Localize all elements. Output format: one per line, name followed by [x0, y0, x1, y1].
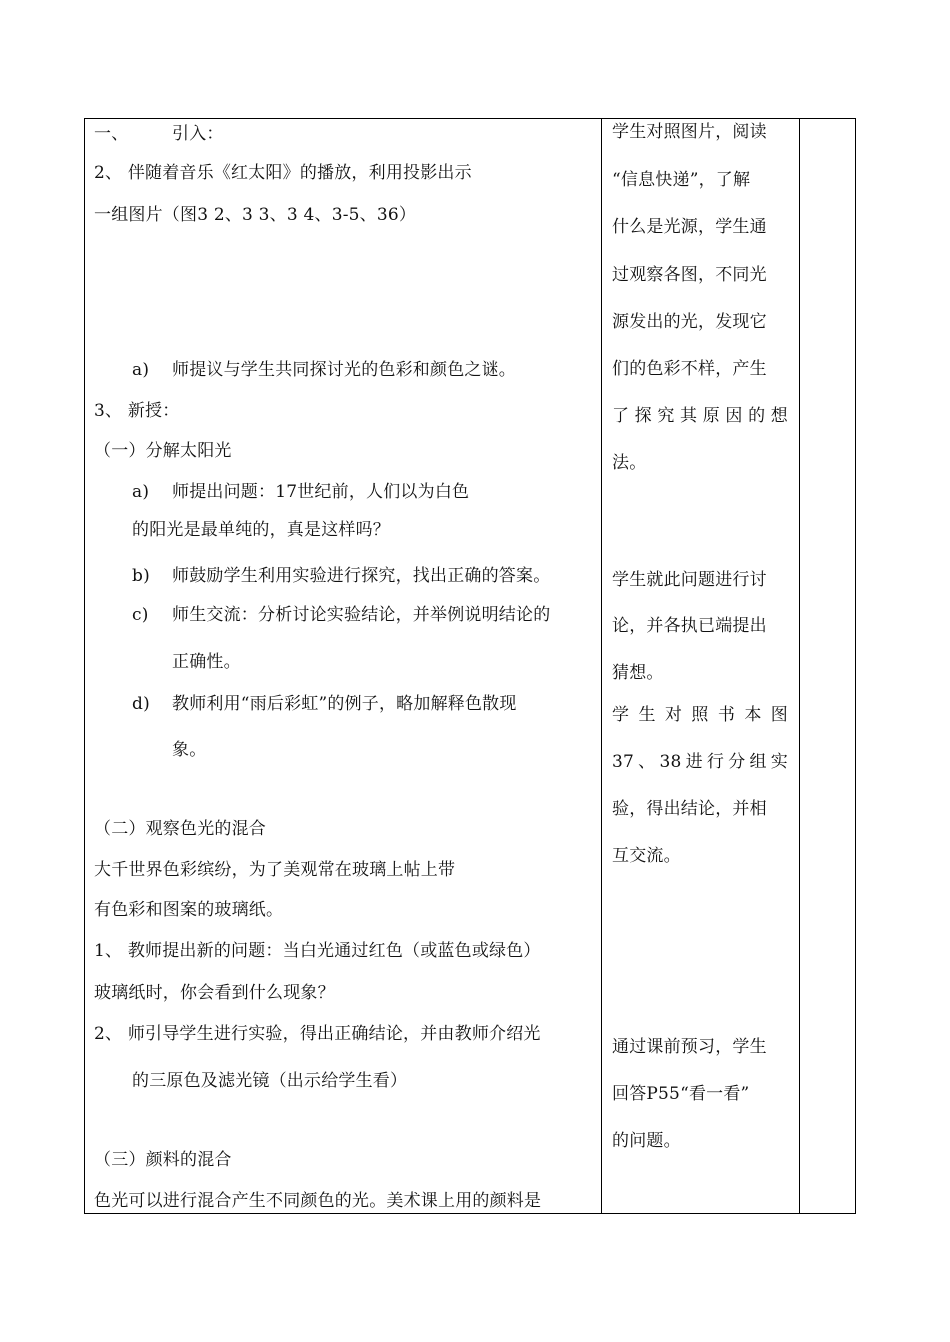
- side-line: 通过课前预习，学生: [612, 1037, 767, 1057]
- main-line: 正确性。: [172, 652, 241, 672]
- side-line: 法。: [612, 453, 647, 473]
- side-line: 们的色彩不样，产生: [612, 359, 767, 379]
- main-line: 有色彩和图案的玻璃纸。: [94, 900, 284, 920]
- main-line: 师提出问题：17世纪前，人们以为白色: [172, 482, 470, 502]
- main-line: 大千世界色彩缤纷，为了美观常在玻璃上帖上带: [94, 860, 456, 880]
- main-line: 色光可以进行混合产生不同颜色的光。美术课上用的颜料是: [94, 1191, 542, 1211]
- column-divider-1: [601, 119, 602, 1213]
- side-line: 论，并各执已端提出: [612, 616, 767, 636]
- main-line: 1、 教师提出新的问题：当白光通过红色（或蓝色或绿色）: [94, 941, 541, 961]
- main-line: 3、 新授：: [94, 401, 180, 421]
- section-heading: （三）颜料的混合: [94, 1150, 232, 1170]
- side-line: 源发出的光，发现它: [612, 312, 767, 332]
- side-line: 什么是光源，学生通: [612, 217, 767, 237]
- list-marker: a): [132, 360, 150, 380]
- list-marker: d): [132, 694, 150, 714]
- side-line: 学生对照书本图: [612, 705, 788, 725]
- list-marker: a): [132, 482, 150, 502]
- column-divider-2: [799, 119, 800, 1213]
- side-line: 学生对照图片，阅读: [612, 122, 767, 142]
- main-line: 一、: [94, 124, 129, 144]
- main-line: 的阳光是最单纯的，真是这样吗？: [132, 520, 390, 540]
- main-line: 师鼓励学生利用实验进行探究，找出正确的答案。: [172, 566, 551, 586]
- side-line: 过观察各图，不同光: [612, 265, 767, 285]
- main-line: 玻璃纸时，你会看到什么现象？: [94, 983, 335, 1003]
- main-line: 教师利用“雨后彩虹”的例子，略加解释色散现: [172, 694, 517, 714]
- main-line: 师提议与学生共同探讨光的色彩和颜色之谜。: [172, 360, 516, 380]
- list-marker: c): [132, 605, 149, 625]
- side-line: 验，得出结论，并相: [612, 799, 767, 819]
- side-line: “信息快递”，了解: [612, 170, 751, 190]
- side-line: 猜想。: [612, 663, 664, 683]
- side-line: 37、38进行分组实: [612, 752, 788, 772]
- side-line: 回答P55“看一看”: [612, 1084, 750, 1104]
- side-line: 学生就此问题进行讨: [612, 570, 767, 590]
- side-line: 互交流。: [612, 846, 681, 866]
- main-line: 一组图片（图3 2、3 3、3 4、3-5、36）: [94, 205, 417, 225]
- main-line: 2、 师引导学生进行实验，得出正确结论，并由教师介绍光: [94, 1024, 541, 1044]
- main-line: 的三原色及滤光镜（出示给学生看）: [132, 1071, 408, 1091]
- section-heading: （二）观察色光的混合: [94, 819, 266, 839]
- side-line: 了探究其原因的想: [612, 406, 788, 426]
- side-line: 的问题。: [612, 1131, 681, 1151]
- main-line: 象。: [172, 740, 207, 760]
- main-line: 引入：: [172, 124, 224, 144]
- section-heading: （一）分解太阳光: [94, 441, 232, 461]
- main-line: 2、 伴随着音乐《红太阳》的播放，利用投影出示: [94, 163, 472, 183]
- list-marker: b): [132, 566, 150, 586]
- main-line: 师生交流：分析讨论实验结论，并举例说明结论的: [172, 605, 551, 625]
